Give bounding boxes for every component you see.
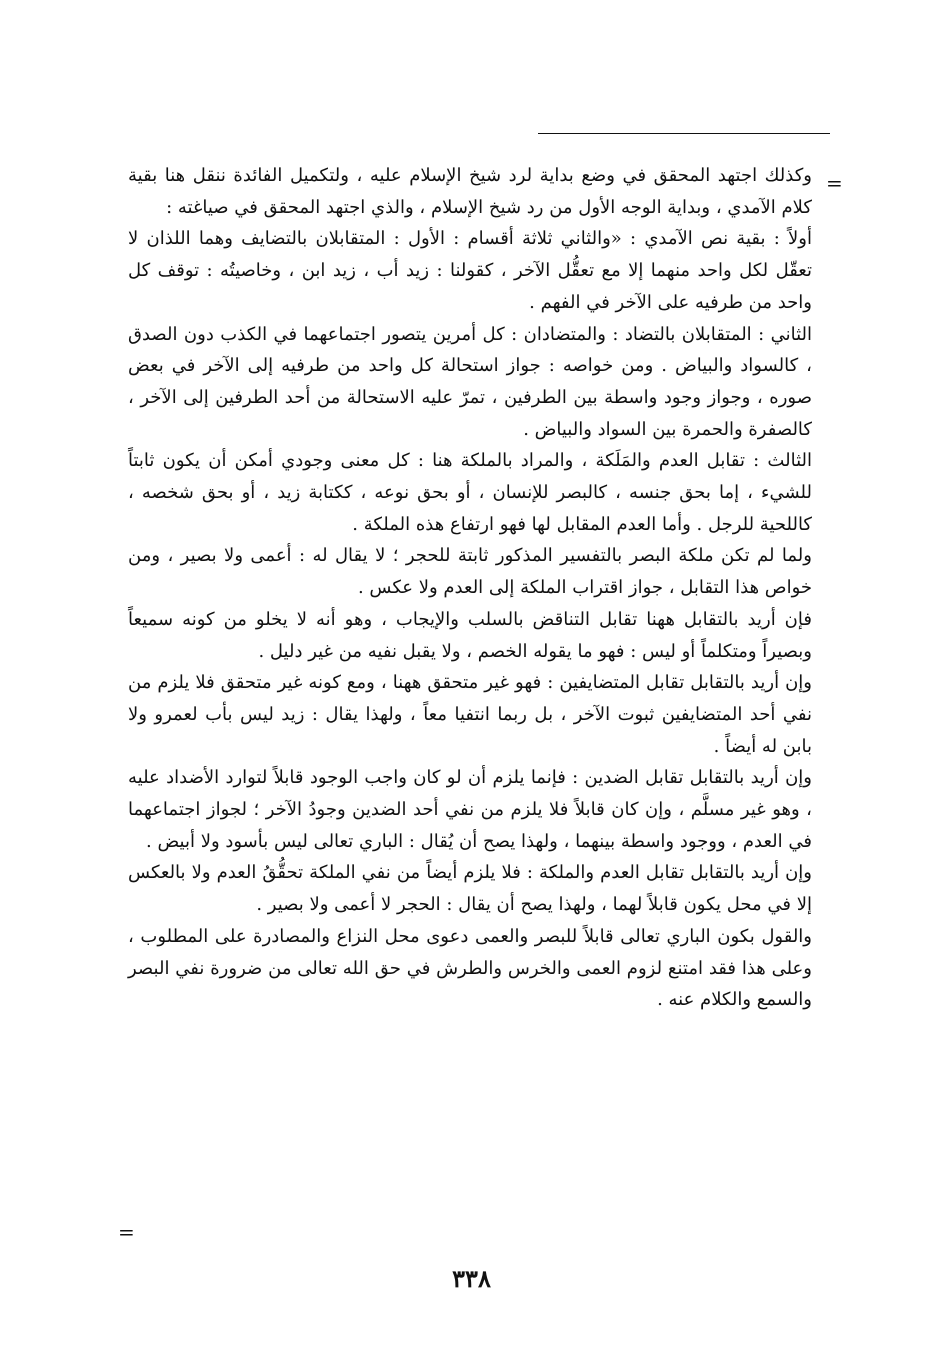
paragraph: فإن أريد بالتقابل ههنا تقابل التناقض بالسلب والإيجاب ، وهو أنه لا يخلو من كونه سميعاً وبصيراً ومتكلماً أو ليس : فهو ما يقوله الخصم ، ولا يقبل نفيه من غير دليل . [128, 608, 812, 662]
paragraph: وإن أريد بالتقابل تقابل العدم والملكة : فلا يلزم أيضاً من نفي الملكة تحقُّقُ العدم ولا بالعكس إلا في محل يكون قابلاً لهما ، ولهذا يصح أن يقال : الحجر لا أعمى ولا بصير . [128, 862, 812, 916]
paragraph: أولاً : بقية نص الآمدي : «والثاني ثلاثة أقسام : الأول : المتقابلان بالتضايف وهما اللذان لا تعقّل لكل واحد منهما إلا مع تعقُّل الآخر ، كقولنا : زيد أب ، زيد ابن ، وخاصيتُه : توقف كل واحد من طرفيه على الآخر في الفهم . [128, 228, 812, 313]
paragraph: الثاني : المتقابلان بالتضاد : والمتضادان : كل أمرين يتصور اجتماعهما في الكذب دون الصدق ، كالسواد والبياض . ومن خواصه : جواز استحالة كل واحد من طرفيه إلى الآخر في بعض صوره ، وجواز وجود واسطة بين الطرفين ، تمرّ عليه الاستحالة من أحد الطرفين إلى الآخر ، كالصفرة والحمرة بين السواد والبياض . [128, 323, 812, 440]
paragraph: والقول بكون الباري تعالى قابلاً للبصر والعمى دعوى محل النزاع والمصادرة على المطلوب ، وعلى هذا فقد امتنع لزوم العمى والخرس والطرش في حق الله تعالى من ضرورة نفي البصر والسمع والكلام عنه . [128, 925, 812, 1011]
page-number: ٣٣٨ [452, 1264, 491, 1293]
paragraph: وإن أريد بالتقابل تقابل المتضايفين : فهو غير متحقق ههنا ، ومع كونه غير متحقق فلا يلزم من نفي أحد المتضايفين ثبوت الآخر ، بل ربما انتفيا معاً ، ولهذا يقال : زيد ليس بأب لعمرو ولا بابن له أيضاً . [128, 672, 812, 757]
continuation-mark-bottom: = [118, 1220, 135, 1244]
paragraph: الثالث : تقابل العدم والمَلَكة ، والمراد بالملكة هنا : كل معنى وجودي أمكن أن يكون ثابتاً للشيء ، إما بحق جنسه ، كالبصر للإنسان ، أو بحق نوعه ، ككتابة زيد ، أو بحق شخصه ، كاللحية للرجل . وأما العدم المقابل لها فهو ارتفاع هذه الملكة . [128, 450, 812, 535]
paragraph: وإن أريد بالتقابل تقابل الضدين : فإنما يلزم أن لو كان واجب الوجود قابلاً لتوارد الأضداد عليه ، وهو غير مسلَّم ، وإن كان قابلاً فلا يلزم من نفي أحد الضدين وجودُ الآخر ؛ لجواز اجتماعهما في العدم ، ووجود واسطة بينهما ، ولهذا يصح أن يُقال : الباري تعالى ليس بأسود ولا أبيض . [128, 767, 812, 852]
continuation-mark-top: = [826, 171, 843, 195]
footnote-separator-rule [538, 133, 830, 134]
footnote-text [128, 160, 812, 1016]
paragraph: وكذلك اجتهد المحقق في وضع بداية لرد شيخ الإسلام عليه ، ولتكميل الفائدة ننقل هنا بقية كلام الآمدي ، وبداية الوجه الأول من رد شيخ الإسلام ، والذي اجتهد المحقق في صياغته : [128, 165, 812, 218]
paragraph: ولما لم تكن ملكة البصر بالتفسير المذكور ثابتة للحجر ؛ لا يقال له : أعمى ولا بصير ، ومن خواص هذا التقابل ، جواز اقتراب الملكة إلى العدم ولا عكس . [128, 545, 812, 599]
